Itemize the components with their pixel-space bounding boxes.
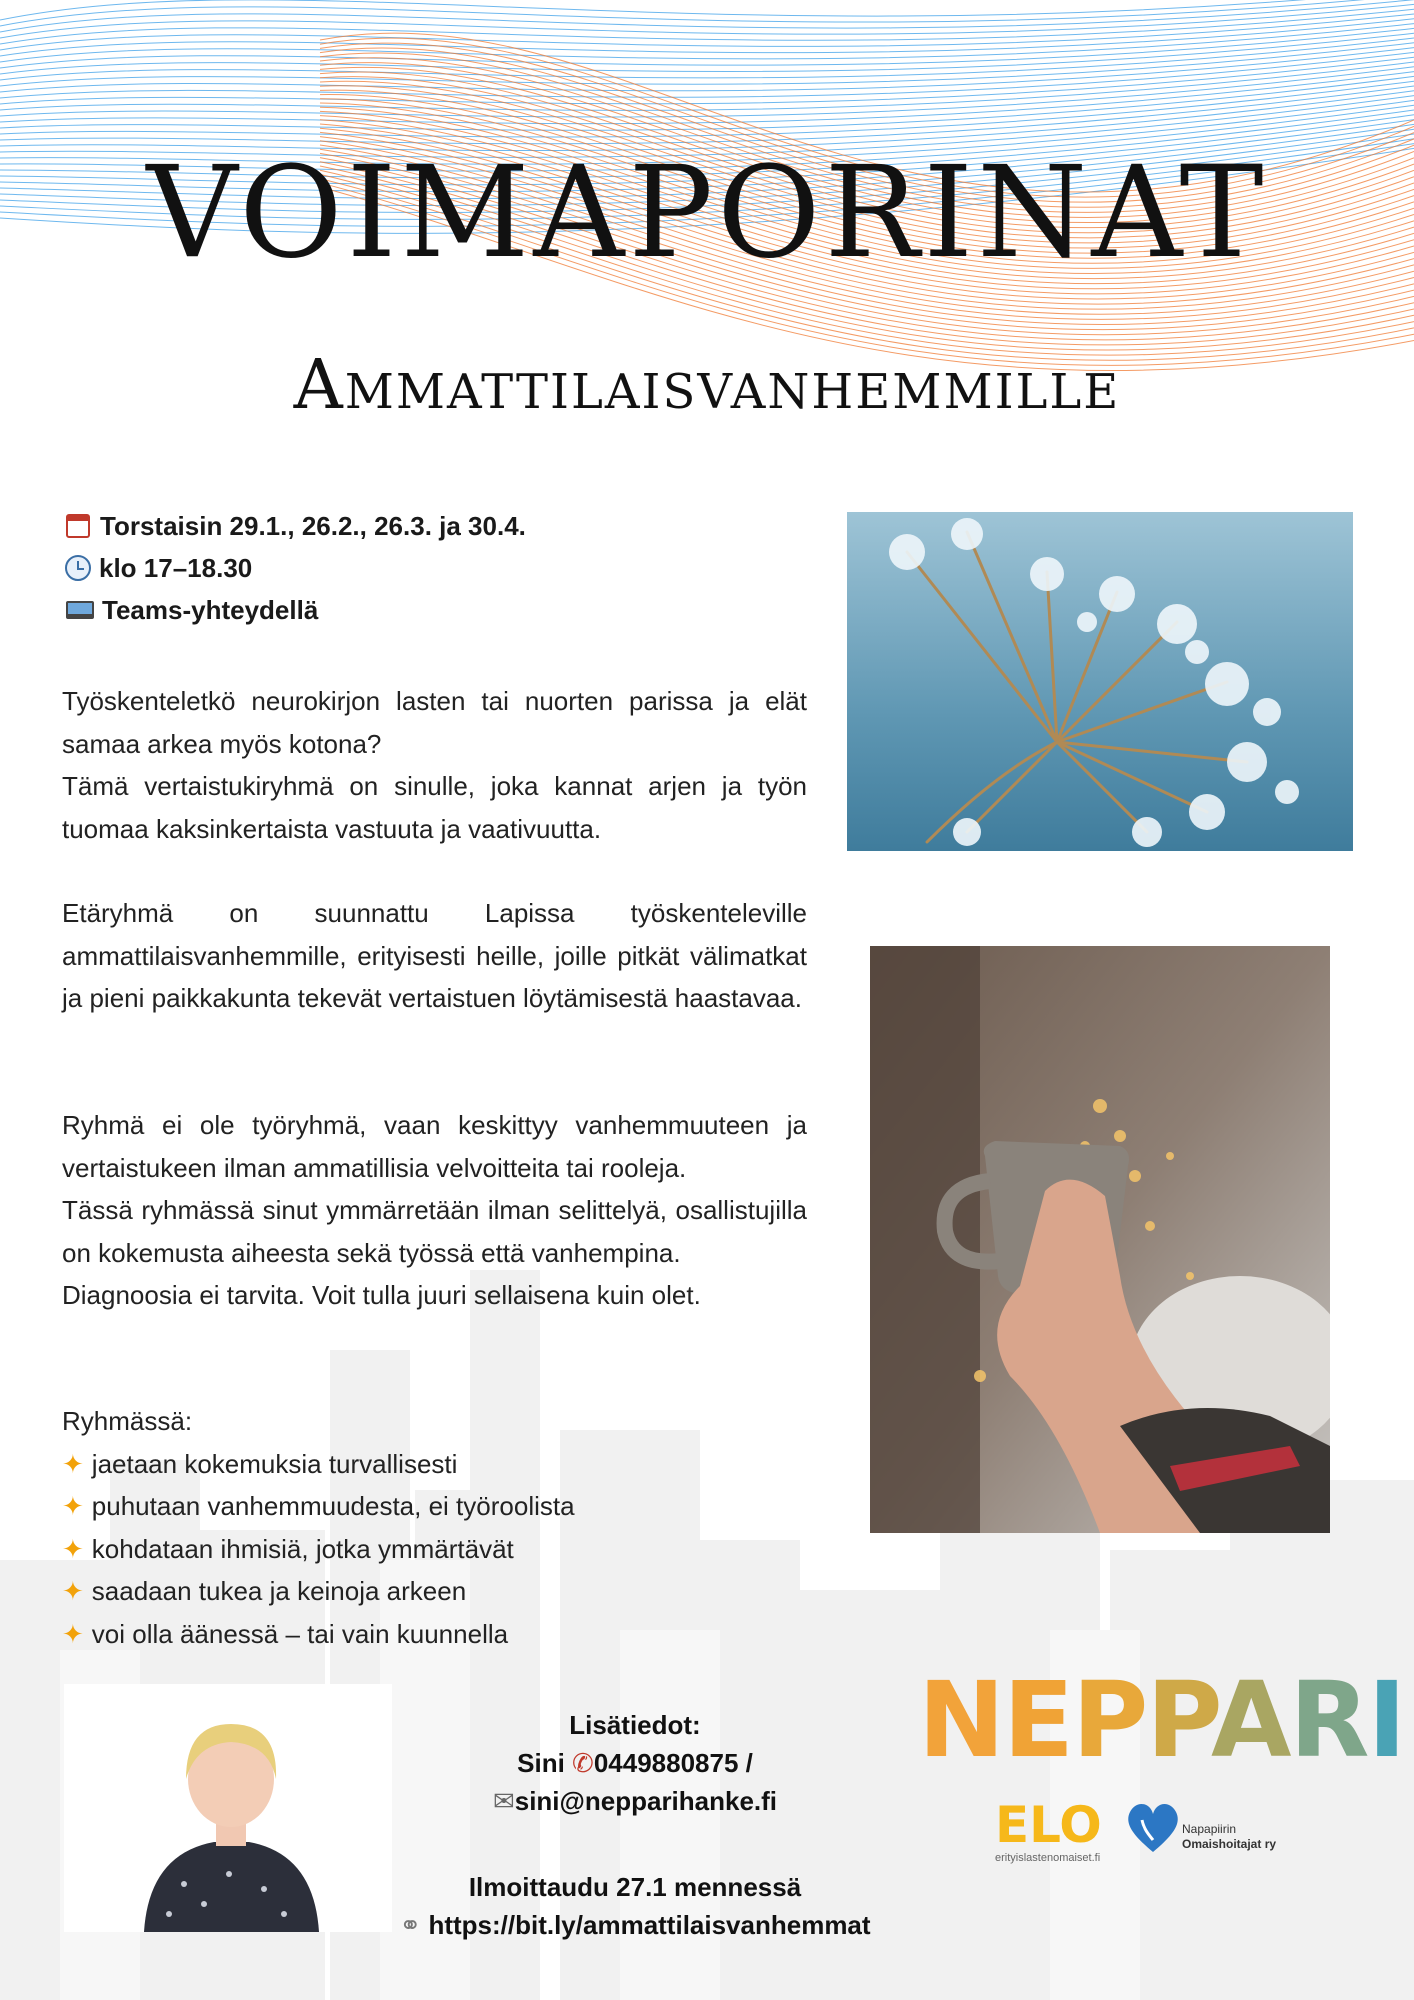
list-item: ✦ saadaan tukea ja keinoja arkeen [62,1576,467,1606]
time-row [62,547,526,589]
registration-link[interactable]: https://bit.ly/ammattilaisvanhemmat [428,1910,871,1940]
neppari-logo-letter: R [1289,1659,1368,1781]
neppari-logo-letter: E [1003,1659,1073,1781]
neppari-logo [918,1659,1405,1781]
calendar-icon [66,514,90,538]
event-time: klo 17–18.30 [99,553,253,583]
laptop-icon [66,601,94,619]
intro-paragraph [62,680,807,850]
sparkles-icon: ✦ [62,1491,84,1521]
list-item: ✦ jaetaan kokemuksia turvallisesti [62,1448,458,1479]
page-title: VOIMAPORINAT [146,139,1268,286]
napapiiri-line-1: Napapiirin [1182,1822,1237,1836]
list-item: ✦ kohdataan ihmisiä, jotka ymmärtävät [62,1533,514,1564]
heart-logo-icon [1124,1796,1182,1856]
wave-line [0,14,1414,50]
elo-logo [995,1796,1102,1864]
registration-block [390,1868,880,1944]
list-heading: Ryhmässä: [62,1406,193,1436]
neppari-logo-letter: P [1146,1659,1212,1781]
envelope-icon: ✉ [492,1786,515,1816]
registration-link-row [390,1906,880,1944]
event-date: Torstaisin 29.1., 26.2., 26.3. ja 30.4. [100,511,526,541]
registration-deadline: Ilmoittaudu 27.1 mennessä [468,1872,802,1902]
event-info [62,505,526,631]
group-line-3: Diagnoosia ei tarvita. Voit tulla juuri sellaisena kuin olet. [62,1280,701,1310]
contact-phone[interactable]: 0449880875 / [593,1748,753,1778]
sparkles-icon: ✦ [62,1618,84,1649]
napapiiri-line-2: Omaishoitajat ry [1182,1837,1277,1851]
napapiiri-logo [1182,1822,1276,1852]
contact-heading: Lisätiedot: [569,1710,701,1740]
contact-portrait-photo [64,1684,392,1932]
elo-site: erityislastenomaiset.fi [995,1852,1101,1864]
intro-line-2: Tämä vertaistukiryhmä on sinulle, joka kannat arjen ja työn tuomaa kaksinkertaista vastuuta ja vaativuutta. [62,771,807,844]
event-place: Teams-yhteydellä [102,595,319,625]
benefits-list [62,1400,575,1655]
phone-icon: ✆ [572,1748,594,1778]
wave-line [0,19,1414,56]
coffee-cup-photo [870,946,1330,1533]
target-text: Etäryhmä on suunnattu Lapissa työskenteleville ammattilaisvanhemmille, erityisesti heille, joille pitkät välimatkat ja pieni paikkakunta tekevät vertaistuen löytämisestä haastavaa. [62,898,807,1013]
neppari-logo-letter: N [918,1659,1004,1781]
link-icon: ⚭ [399,1910,422,1940]
contact-block [390,1706,880,1820]
contact-email-row [390,1782,880,1820]
target-paragraph [62,892,807,1020]
intro-line-1: Työskenteletkö neurokirjon lasten tai nuorten parissa ja elät samaa arkea myös kotona? [62,686,807,759]
neppari-logo-letter: P [1072,1659,1147,1781]
clock-icon [65,555,91,581]
group-line-2: Tässä ryhmässä sinut ymmärretään ilman selittelyä, osallistujilla on kokemusta aiheesta sekä työssä että vanhempina. [62,1195,807,1268]
wave-line [0,28,1414,68]
elo-logo-text: ELO [995,1796,1102,1854]
list-item: ✦ puhutaan vanhemmuudesta, ei työroolista [62,1491,575,1521]
sparkles-icon: ✦ [62,1576,84,1606]
contact-phone-row [390,1744,880,1782]
wave-line [0,52,1414,98]
page-subtitle: Ammattilaisvanhemmille [293,346,1121,425]
neppari-logo-letter: A [1211,1659,1290,1781]
contact-email[interactable]: sini@nepparihanke.fi [514,1786,778,1816]
sparkles-icon: ✦ [62,1533,84,1564]
group-paragraph [62,1104,807,1317]
neppari-logo-letter: I [1367,1659,1405,1781]
place-row [62,589,526,631]
contact-name: Sini [517,1748,565,1778]
frost-plant-photo [847,512,1353,851]
date-row [62,505,526,547]
sparkles-icon: ✦ [62,1448,84,1479]
list-item: ✦ voi olla äänessä – tai vain kuunnella [62,1618,509,1649]
group-line-1: Ryhmä ei ole työryhmä, vaan keskittyy vanhemmuuteen ja vertaistukeen ilman ammatillisia velvoitteita tai rooleja. [62,1110,807,1183]
